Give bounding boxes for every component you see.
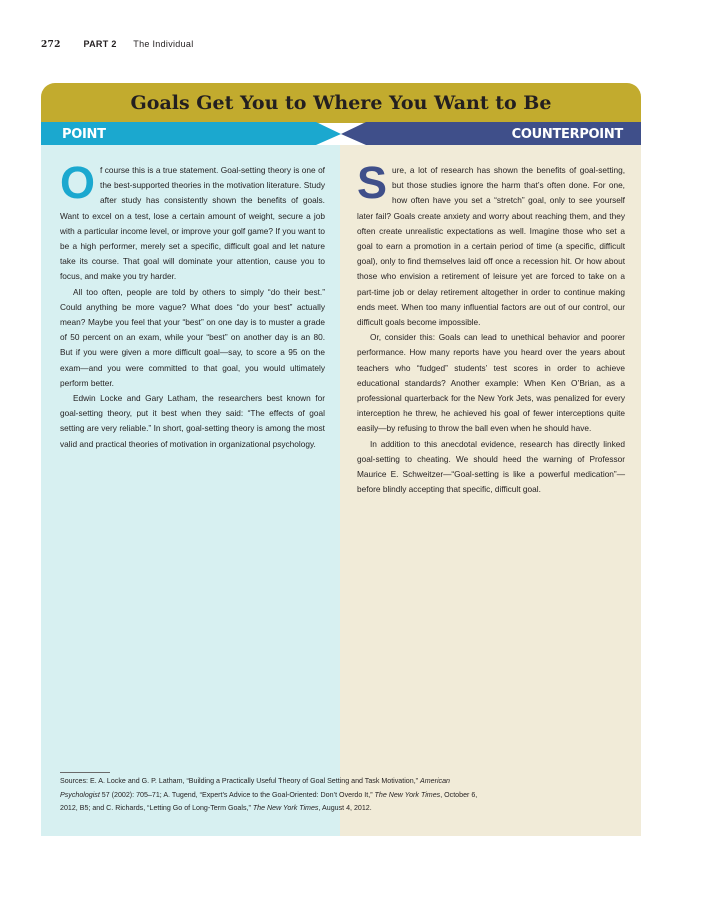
box-title: Goals Get You to Where You Want to Be [130,92,552,114]
counterpoint-column [357,157,625,497]
sources-newspaper-2: The New York Times [252,804,319,813]
running-head [41,39,194,50]
page-number: 272 [41,40,61,50]
sources-rule [60,772,110,773]
point-label: POINT [62,127,106,142]
point-paragraph-1 [60,157,325,285]
counterpoint-paragraph-1-text: ure, a lot of research has shown the benefits of goal-setting, but those studies ignore the harm that’s often done. For one, how often have you set a “stretch” goal, only to see yourself later fail? Goals create anxiety and worry about reaching them, and they often create unrealistic expectations as well. Imagine those who set a goal to earn a promotion in a certain period of time (a specific, difficult goal), only to find themselves laid off once a recession hit. Or how about those who envision a retirement of leisure yet are forced to take on a part-time job or delay retirement altogether in order to continue making ends meet. When too many influential factors are out of our control, our difficult goals become impossible. [357,165,625,328]
counterpoint-dropcap: S [357,157,388,208]
section-label: The Individual [133,39,194,49]
sources-journal: American Psychologist [60,777,450,799]
point-dropcap: O [60,157,96,208]
sources-note [60,775,480,816]
point-paragraph-3: Edwin Locke and Gary Latham, the researchers best known for goal-setting theory, put it best when they said: “The effects of goal setting are very reliable.” In short, goal-setting theory is among the most valid and practical theories of motivation in organizational psychology. [60,393,325,449]
counterpoint-label: COUNTERPOINT [511,127,623,142]
point-column [60,157,325,452]
sources-text-3: , October 6, 2012, B5; and C. Richards, “Letting Go of Long-Term Goals,” [60,790,478,813]
point-paragraph-2: All too often, people are told by others to simply “do their best.” Could anything be more vague? What does “do your best” actually mean? Maybe you feel that your “best” on one day is to muster a grade of 50 percent on an exam, while your “best” on another day is an 80. But if you were given a more difficult goal—say, to score a 95 on the exam—and you were committed to that goal, you would ultimately perform better. [60,286,325,388]
counterpoint-paragraph-1 [357,157,625,330]
point-counterpoint-box [41,83,641,836]
point-paragraph-1-text: f course this is a true statement. Goal-setting theory is one of the best-supported theories in the motivation literature. Study after study has consistently shown the benefits of goals. Want to excel on a test, lose a certain amount of weight, secure a job with a particular income level, or improve your golf game? If you want to be a high performer, merely set a specific, difficult goal and let nature take its course. That goal will dominate your attention, cause you to focus, and make you try harder. [60,165,325,282]
counterpoint-paragraph-3: In addition to this anecdotal evidence, research has directly linked goal-setting to cheating. We should heed the warning of Professor Maurice E. Schweitzer—“Goal-setting is like a powerful medication”—before blindly accepting that specific, difficult goal. [357,438,625,495]
sources-text-4: , August 4, 2012. [318,804,372,813]
counterpoint-paragraph-2: Or, consider this: Goals can lead to unethical behavior and poorer performance. How many reports have you heard over the years about teachers who “fudged” students’ test scores in order to achieve educational standards? Another example: When Ken O’Brian, as a professional quarterback for the New York Jets, was penalized for every interception he threw, he achieved his goal of fewer interceptions quite easily—by refusing to throw the ball even when he should have. [357,332,625,434]
part-label: PART 2 [83,39,117,49]
sources-text-1: Sources: E. A. Locke and G. P. Latham, “Building a Practically Useful Theory of Goal Setting and Task Motivation,” [60,777,420,785]
sources-text-2: 57 (2002): 705–71; A. Tugend, “Expert’s Advice to the Goal-Oriented: Don’t Overdo It,” [99,790,375,799]
sources-newspaper-1: The New York Times [374,790,441,799]
